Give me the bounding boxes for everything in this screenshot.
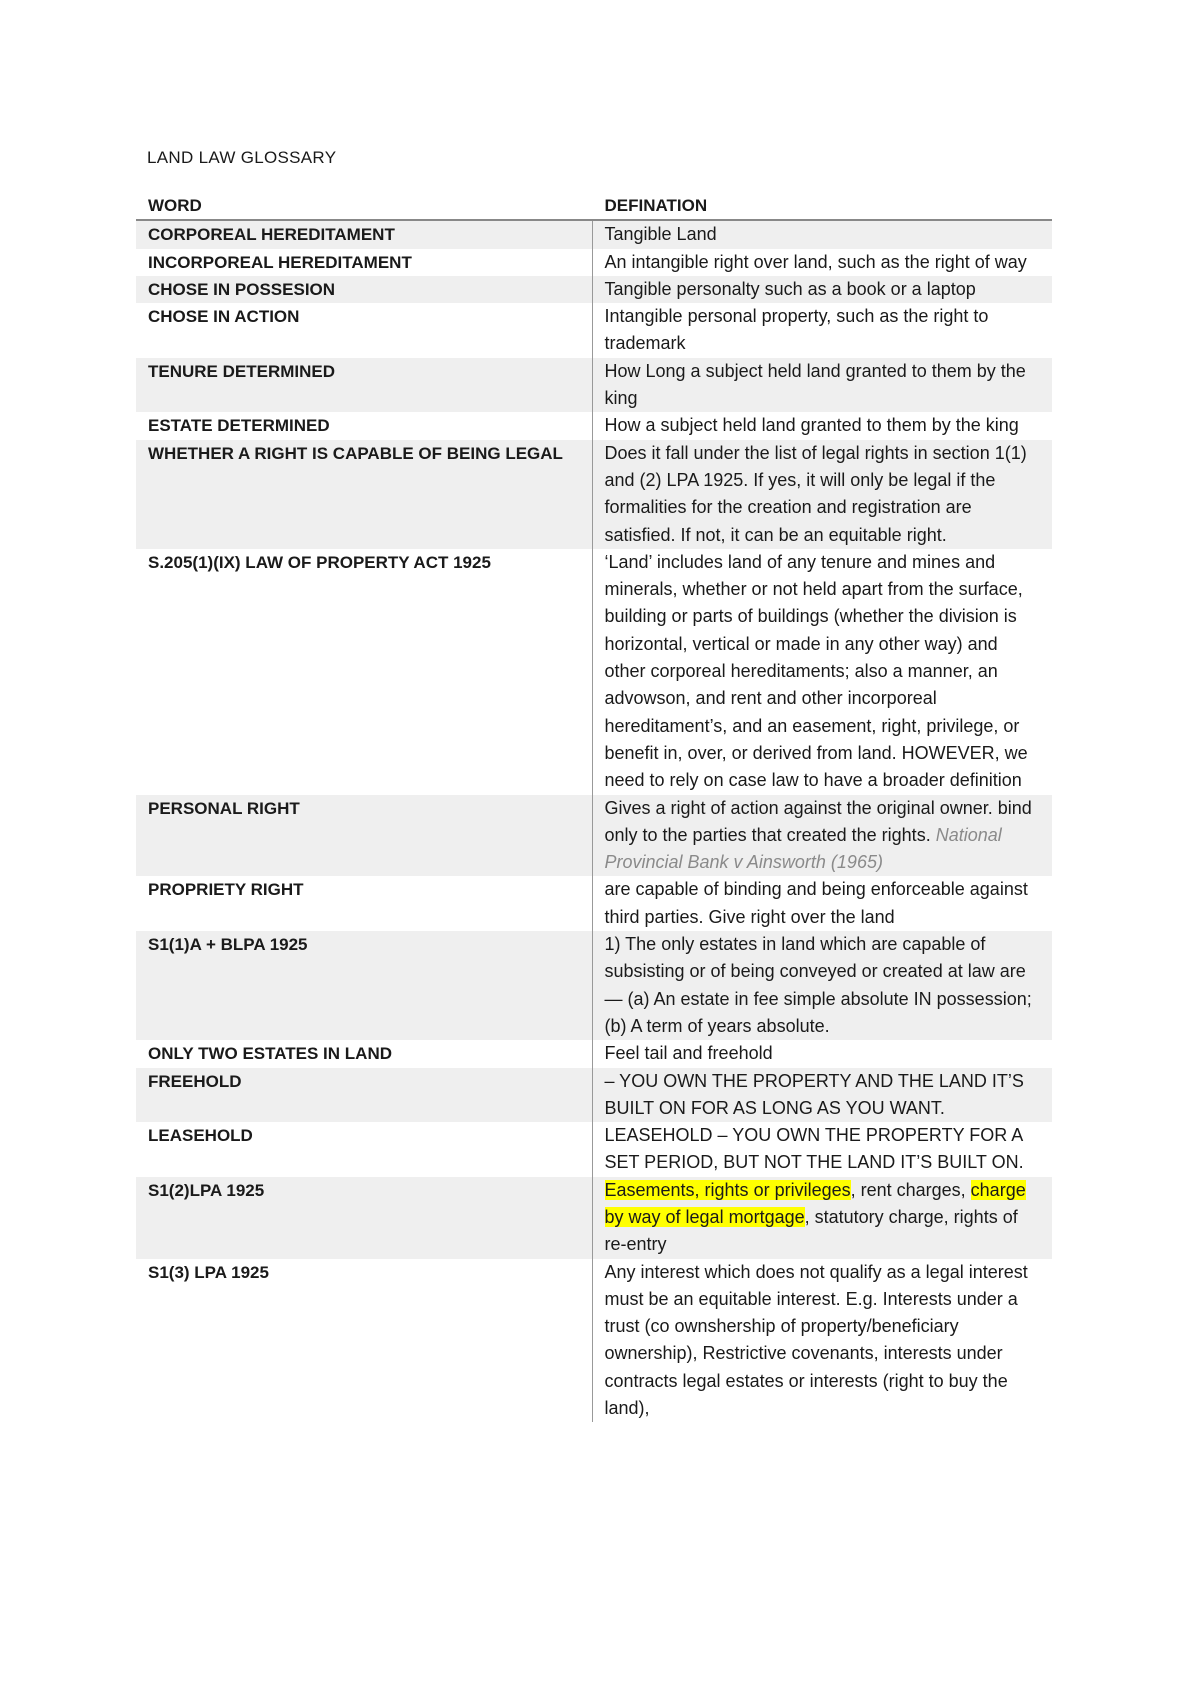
word-column-header: WORD — [136, 192, 592, 220]
term: LEASEHOLD — [148, 1126, 253, 1146]
definition: LEASEHOLD – YOU OWN THE PROPERTY FOR A SET PERIOD, BUT NOT THE LAND IT’S BUILT ON. — [592, 1122, 1052, 1177]
term: PROPRIETY RIGHT — [148, 880, 304, 900]
definition: How a subject held land granted to them by the king — [592, 412, 1052, 439]
definition — [592, 1177, 1052, 1259]
definition: – YOU OWN THE PROPERTY AND THE LAND IT’S BUILT ON FOR AS LONG AS YOU WANT. — [592, 1068, 1052, 1123]
table-row — [136, 549, 1052, 795]
table-row — [136, 876, 1052, 931]
document-title: LAND LAW GLOSSARY — [147, 148, 337, 167]
table-row — [136, 1177, 1052, 1259]
table-row — [136, 1122, 1052, 1177]
table-row — [136, 303, 1052, 358]
term: S1(3) LPA 1925 — [148, 1262, 269, 1282]
table-row — [136, 1068, 1052, 1123]
table-row — [136, 931, 1052, 1040]
definition: An intangible right over land, such as the right of way — [592, 249, 1052, 276]
definition: Tangible personalty such as a book or a laptop — [592, 276, 1052, 303]
case-reference: National Provincial Bank v Ainsworth (1965) — [604, 824, 1002, 873]
term: CHOSE IN ACTION — [148, 307, 300, 327]
term: TENURE DETERMINED — [136, 358, 592, 413]
definition-text: , statutory charge, rights of re-entry — [604, 1206, 1018, 1255]
table-row — [136, 249, 1052, 276]
definition: Intangible personal property, such as the right to trademark — [592, 303, 1052, 358]
term: PERSONAL RIGHT — [136, 795, 592, 877]
table-row — [136, 1040, 1052, 1067]
definition: How Long a subject held land granted to them by the king — [592, 358, 1052, 413]
term: FREEHOLD — [136, 1068, 592, 1123]
definition: Any interest which does not qualify as a legal interest must be an equitable interest. E.g. Interests under a trust (co ownshership of property/beneficiary ownership), Restrictive covenants, interests under contracts legal estates or interests (right to buy the land), — [592, 1259, 1052, 1423]
table-row — [136, 358, 1052, 413]
table-row — [136, 412, 1052, 439]
table-row — [136, 276, 1052, 303]
term: CORPOREAL HEREDITAMENT — [136, 220, 592, 248]
table-row — [136, 440, 1052, 549]
table-row — [136, 220, 1052, 248]
highlighted-text: charge by way of legal mortgage — [604, 1179, 1026, 1227]
definition: are capable of binding and being enforceable against third parties. Give right over the land — [592, 876, 1052, 931]
term: S.205(1)(IX) LAW OF PROPERTY ACT 1925 — [148, 552, 491, 572]
definition: Feel tail and freehold — [592, 1040, 1052, 1067]
definition: 1) The only estates in land which are capable of subsisting or of being conveyed or created at law are— (a) An estate in fee simple absolute IN possession;(b) A term of years absolute. — [592, 931, 1052, 1040]
glossary-table — [136, 192, 1052, 1422]
term: ESTATE DETERMINED — [148, 416, 330, 436]
header-row — [136, 192, 1052, 220]
definition: Tangible Land — [592, 220, 1052, 248]
term: CHOSE IN POSSESION — [136, 276, 592, 303]
term: INCORPOREAL HEREDITAMENT — [148, 252, 412, 272]
term: S1(2)LPA 1925 — [136, 1177, 592, 1259]
definition: Does it fall under the list of legal rights in section 1(1) and (2) LPA 1925. If yes, it will only be legal if the formalities for the creation and registration are satisfied. If not, it can be an equitable right. — [592, 440, 1052, 549]
term: ONLY TWO ESTATES IN LAND — [148, 1044, 392, 1064]
term: WHETHER A RIGHT IS CAPABLE OF BEING LEGAL — [136, 440, 592, 549]
table-row — [136, 795, 1052, 877]
definition-column-header: DEFINATION — [592, 192, 1052, 220]
highlighted-text: Easements, rights or privileges — [604, 1179, 851, 1200]
definition-text: , rent charges, — [850, 1179, 971, 1200]
term: S1(1)A + BLPA 1925 — [136, 931, 592, 1040]
table-row — [136, 1259, 1052, 1423]
definition: ‘Land’ includes land of any tenure and mines and minerals, whether or not held apart from the surface, building or parts of buildings (whether the division is horizontal, vertical or made in any other way) and other corporeal hereditaments; also a manner, an advowson, and rent and other incorporeal hereditament’s, and an easement, right, privilege, or benefit in, over, or derived from land. HOWEVER, we need to rely on case law to have a broader definition — [592, 549, 1052, 795]
definition — [592, 795, 1052, 877]
definition-text: Gives a right of action against the original owner. bind only to the parties that created the rights. — [604, 797, 1032, 845]
